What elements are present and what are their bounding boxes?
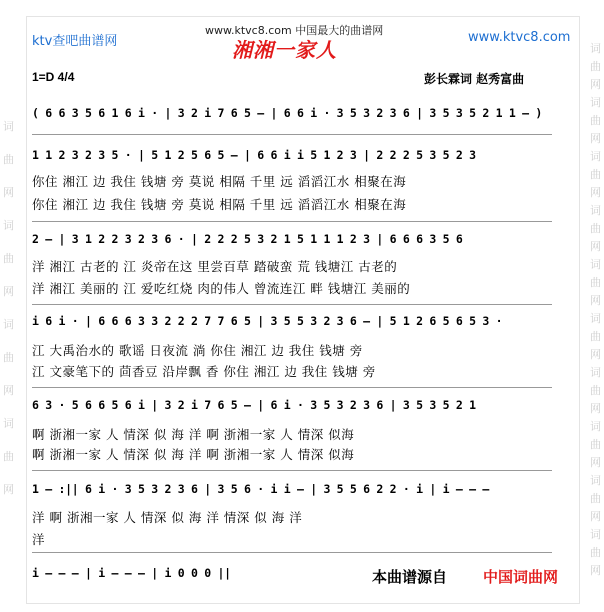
lyrics-line-5-verse-2: 啊 浙湘一家 人 情深 似 海 洋 啊 浙湘一家 人 情深 似海 — [32, 447, 355, 462]
staff-divider — [32, 470, 552, 471]
lyrics-line-3-verse-1: 洋 湘江 古老的 江 炎帝在这 里尝百草 踏破蛮 荒 钱塘江 古老的 — [32, 259, 398, 274]
side-watermark-right: 词曲网词曲网词曲网词曲网词曲网词曲网词曲网词曲网词曲网词曲网 — [590, 42, 601, 577]
song-title: 湘湘一家人 — [232, 38, 337, 62]
site-banner-center: www.ktvc8.com 中国最大的曲谱网 — [205, 24, 384, 37]
lyrics-line-4-verse-1: 江 大禹治水的 歌谣 日夜流 淌 你住 湘江 边 我住 钱塘 旁 — [32, 343, 363, 358]
notation-line-3: 2 – | 3 1 2 2 3 2 3 6 · | 2 2 2 5 3 2 1 5 1 1 1 2 3 | 6 6 6 3 5 6 — [32, 232, 463, 246]
lyrics-line-2-verse-1: 你住 湘江 边 我住 钱塘 旁 莫说 相隔 千里 远 滔滔江水 相聚在海 — [32, 174, 407, 189]
staff-divider — [32, 552, 552, 553]
site-url-right[interactable]: www.ktvc8.com — [468, 30, 571, 45]
lyrics-line-6-verse-1: 洋 啊 浙湘一家 人 情深 似 海 洋 情深 似 海 洋 — [32, 510, 303, 525]
lyrics-line-5-verse-1: 啊 浙湘一家 人 情深 似 海 洋 啊 浙湘一家 人 情深 似海 — [32, 427, 355, 442]
source-label: 本曲谱源自 — [372, 568, 448, 586]
staff-divider — [32, 221, 552, 222]
source-site-link[interactable]: 中国词曲网 — [483, 568, 559, 586]
notation-line-2: 1 1 2 3 2 3 5 · | 5 1 2 5 6 5 – | 6 6 i i 5 1 2 3 | 2 2 2 5 3 5 2 3 — [32, 148, 476, 162]
staff-divider — [32, 304, 552, 305]
lyrics-line-4-verse-2: 江 文豪笔下的 茴香豆 沿岸飘 香 你住 湘江 边 我住 钱塘 旁 — [32, 364, 376, 379]
staff-divider — [32, 387, 552, 388]
notation-line-7: i – – – | i – – – | i 0 0 0 || — [32, 566, 231, 580]
notation-line-1: ( 6 6 3 5 6 1 6 i · | 3 2 i 7 6 5 – | 6 6 i · 3 5 3 2 3 6 | 3 5 3 5 2 1 1 – ) — [32, 106, 543, 120]
lyrics-line-2-verse-2: 你住 湘江 边 我住 钱塘 旁 莫说 相隔 千里 远 滔滔江水 相聚在海 — [32, 197, 407, 212]
lyrics-line-6-verse-2: 洋 — [32, 532, 46, 547]
notation-line-4: i 6 i · | 6 6 6 3 3 2 2 2 7 7 6 5 | 3 5 5 3 2 3 6 – | 5 1 2 6 5 6 5 3 · — [32, 314, 503, 328]
site-name-left[interactable]: ktv查吧曲谱网 — [32, 34, 118, 49]
notation-line-5: 6 3 · 5 6 6 5 6 i | 3 2 i 7 6 5 – | 6 i · 3 5 3 2 3 6 | 3 5 3 5 2 1 — [32, 398, 476, 412]
side-watermark-left: 词曲网词曲网词曲网词曲网 — [3, 120, 14, 496]
key-signature: 1=D 4/4 — [32, 70, 75, 84]
notation-line-6: 1 – :|| 6 i · 3 5 3 2 3 6 | 3 5 6 · i i – | 3 5 5 6 2 2 · i | i – – – — [32, 482, 490, 496]
song-credits: 彭长霖词 赵秀富曲 — [424, 72, 525, 86]
lyrics-line-3-verse-2: 洋 湘江 美丽的 江 爱吃红烧 肉的伟人 曾流连江 畔 钱塘江 美丽的 — [32, 281, 411, 296]
staff-divider — [32, 134, 552, 135]
